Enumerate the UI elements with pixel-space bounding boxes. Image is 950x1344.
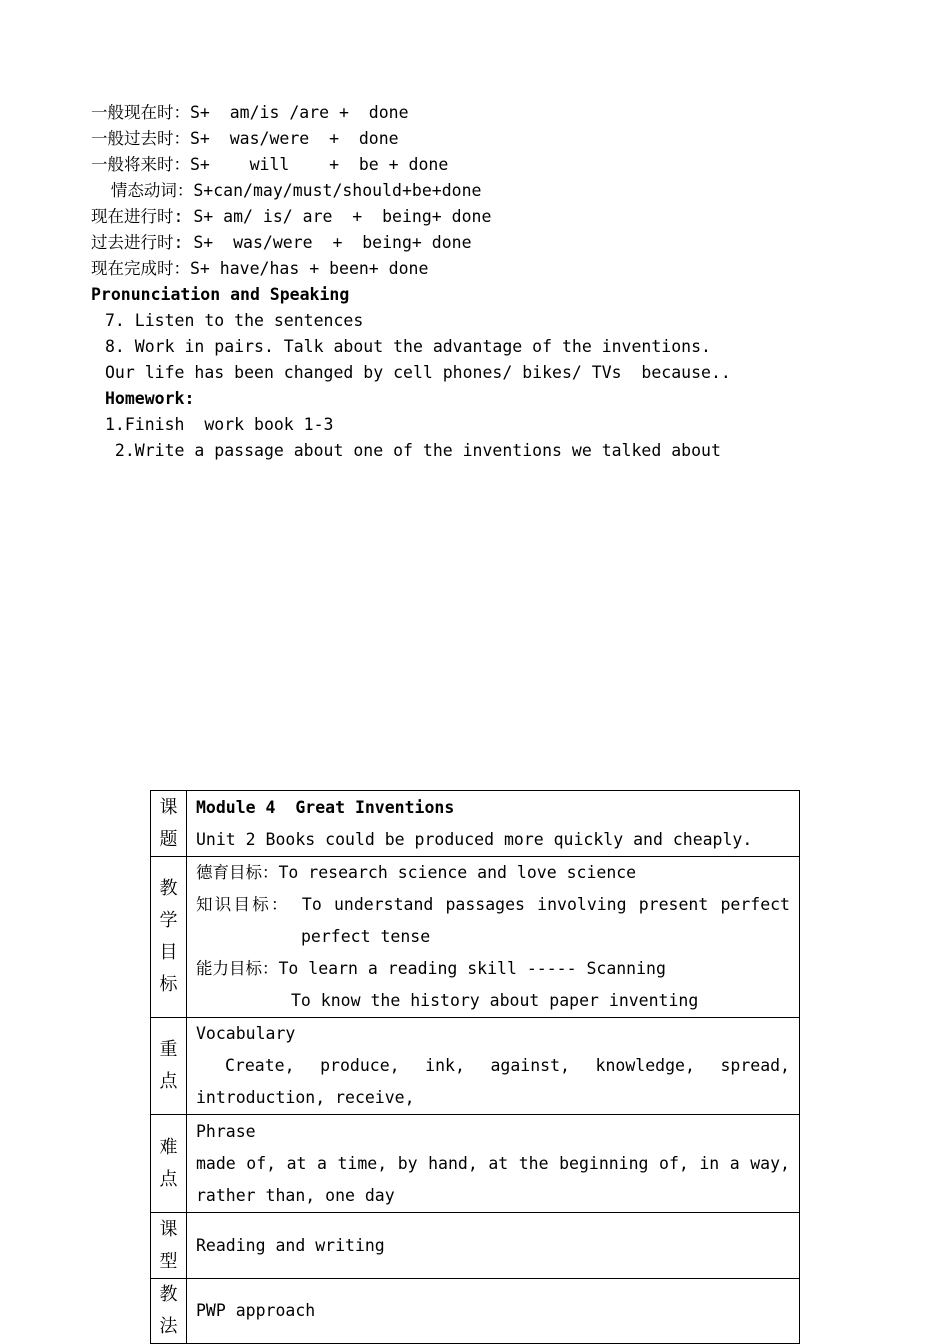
- teaching-method-label: [151, 1279, 187, 1344]
- label-char: 重: [159, 1039, 178, 1060]
- pronunciation-heading: Pronunciation and Speaking: [91, 285, 350, 304]
- teaching-method-value: [187, 1279, 800, 1344]
- label-char: 点: [159, 1168, 178, 1190]
- grammar-line-modal: 情态动词：S+can/may/must/should+be+done: [91, 181, 482, 200]
- lesson-type-row: [151, 1213, 800, 1279]
- grammar-line-present-perfect: 现在完成时：S+ have/has + been+ done: [91, 259, 429, 278]
- label-char: 学: [159, 910, 178, 931]
- pronunciation-item: 7. Listen to the sentences: [105, 311, 364, 330]
- label-char: 课: [159, 796, 178, 818]
- unit-title: Unit 2 Books could be produced more quickly and cheaply.: [196, 829, 753, 849]
- label-char: 课: [159, 1218, 178, 1240]
- homework-item: 1.Finish work book 1-3: [105, 415, 334, 434]
- homework-heading: Homework:: [105, 389, 195, 408]
- grammar-line-simple-present: 一般现在时：S+ am/is /are + done: [91, 103, 409, 122]
- label-char: 教: [159, 1284, 178, 1305]
- lesson-type-value: [187, 1213, 800, 1279]
- label-char: 法: [159, 1316, 178, 1337]
- ability-goal-continued: To know the history about paper inventing: [291, 991, 699, 1010]
- difficulties-label: [151, 1115, 187, 1213]
- label-char: 目: [159, 942, 178, 963]
- pronunciation-item: Our life has been changed by cell phones/ bikes/ TVs because..: [105, 363, 731, 382]
- lesson-plan-table: [150, 790, 800, 1344]
- topic-row: [151, 791, 800, 857]
- phrase-heading: Phrase: [196, 1121, 256, 1141]
- pronunciation-item: 8. Work in pairs. Talk about the advantage of the inventions.: [105, 337, 711, 356]
- ability-goal: 能力目标：To learn a reading skill ----- Scanning: [196, 959, 666, 978]
- knowledge-goal: 知识目标： To understand passages involving present perfect: [196, 895, 790, 914]
- grammar-line-simple-future: 一般将来时：S+ will + be + done: [91, 155, 449, 174]
- goals-content: [187, 857, 800, 1018]
- vocabulary-words: Create, produce, ink, against, knowledge, spread,: [225, 1056, 790, 1075]
- phrase-list: made of, at a time, by hand, at the beginning of, in a way,: [196, 1153, 790, 1173]
- module-title: Module 4 Great Inventions: [196, 797, 455, 817]
- label-char: 难: [159, 1136, 178, 1158]
- goals-label: [151, 857, 187, 1018]
- moral-goal: 德育目标：To research science and love science: [196, 863, 637, 882]
- label-char: 标: [159, 974, 178, 995]
- label-char: 题: [159, 828, 178, 850]
- grammar-line-past-progressive: 过去进行时: S+ was/were + being+ done: [91, 233, 472, 252]
- homework-item: 2.Write a passage about one of the inventions we talked about: [105, 441, 721, 460]
- label-char: 点: [159, 1071, 178, 1092]
- teaching-method-row: [151, 1279, 800, 1344]
- difficulties-row: [151, 1115, 800, 1213]
- label-char: 型: [159, 1250, 178, 1272]
- topic-content: [187, 791, 800, 857]
- vocabulary-words-continued: introduction, receive,: [196, 1088, 415, 1107]
- key-points-row: [151, 1018, 800, 1115]
- lesson-type-text: Reading and writing: [196, 1235, 385, 1255]
- lesson-type-label: [151, 1213, 187, 1279]
- vocabulary-heading: Vocabulary: [196, 1024, 296, 1043]
- knowledge-goal-continued: perfect tense: [301, 927, 431, 946]
- key-points-content: [187, 1018, 800, 1115]
- phrase-list-continued: rather than, one day: [196, 1185, 395, 1205]
- teaching-method-text: PWP approach: [196, 1301, 316, 1320]
- grammar-line-simple-past: 一般过去时：S+ was/were + done: [91, 129, 399, 148]
- difficulties-content: [187, 1115, 800, 1213]
- key-points-label: [151, 1018, 187, 1115]
- topic-label: [151, 791, 187, 857]
- grammar-line-present-progressive: 现在进行时: S+ am/ is/ are + being+ done: [91, 207, 492, 226]
- label-char: 教: [159, 878, 178, 899]
- goals-row: [151, 857, 800, 1018]
